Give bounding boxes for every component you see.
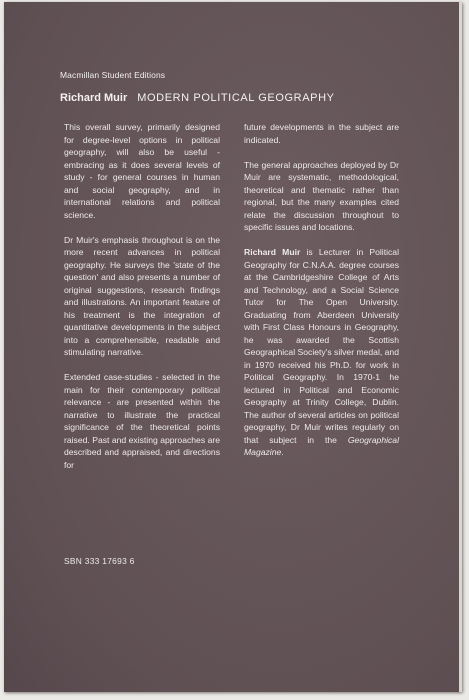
right-column: [244, 121, 399, 471]
paragraph-case-studies: Extended case-studies - selected in the main for their contemporary political relevance - are presented within the narrative to illustrate the practical significance of the theoretical points raised. Past and existing approaches are described and appraised, and directions for: [64, 372, 220, 470]
back-cover: [4, 2, 462, 692]
paragraph-biography: [244, 246, 399, 459]
bio-author-name: Richard Muir: [244, 247, 301, 257]
left-column: [64, 121, 220, 484]
paragraph-approaches: The general approaches deployed by Dr Muir are systematic, methodological, theoretical and thematic rather than regional, but the many examples cited relate the discussion throughout to specific issues and locations.: [244, 159, 399, 232]
book-title: MODERN POLITICAL GEOGRAPHY: [137, 92, 335, 104]
paragraph-survey: This overall survey, primarily designed for degree-level options in political geography, will also be useful - embracing as it does several levels of study - for general courses in human and social geography, and in international relations and political science.: [64, 122, 220, 220]
author-name: Richard Muir: [60, 92, 128, 104]
bio-text: is Lecturer in Political Geography for C.N.A.A. degree courses at the Cambridgeshire College of Arts and Technology, and a Social Science Tutor for The Open University. Graduating from Aberdeen University with First Class Honours in Geography, he was awarded the Scottish Geographical Society's silver medal, and in 1970 received his Ph.D. for work in Political Geography. In 1970-1 he lectured in Political and Economic Geography at Trinity College, Dublin. The author of several articles on political geography, Dr Muir writes regularly on that subject in the: [244, 247, 399, 445]
title-line: [60, 92, 335, 104]
cover-edge-wear: [459, 2, 462, 692]
paragraph-continuation: future developments in the subject are indicated.: [244, 122, 399, 145]
paragraph-emphasis: Dr Muir's emphasis throughout is on the more recent advances in political geography. He surveys the 'state of the question' and also presents a number of original suggestions, research findings and illustrations. An important feature of his treatment is the integration of quantitative developments in the subject into a comprehensible, readable and stimulating narrative.: [64, 234, 220, 357]
isbn-number: SBN 333 17693 6: [64, 556, 135, 566]
series-line: Macmillan Student Editions: [60, 70, 166, 80]
magazine-name: Geographical Magazine: [244, 434, 399, 457]
bio-end: .: [281, 447, 284, 457]
